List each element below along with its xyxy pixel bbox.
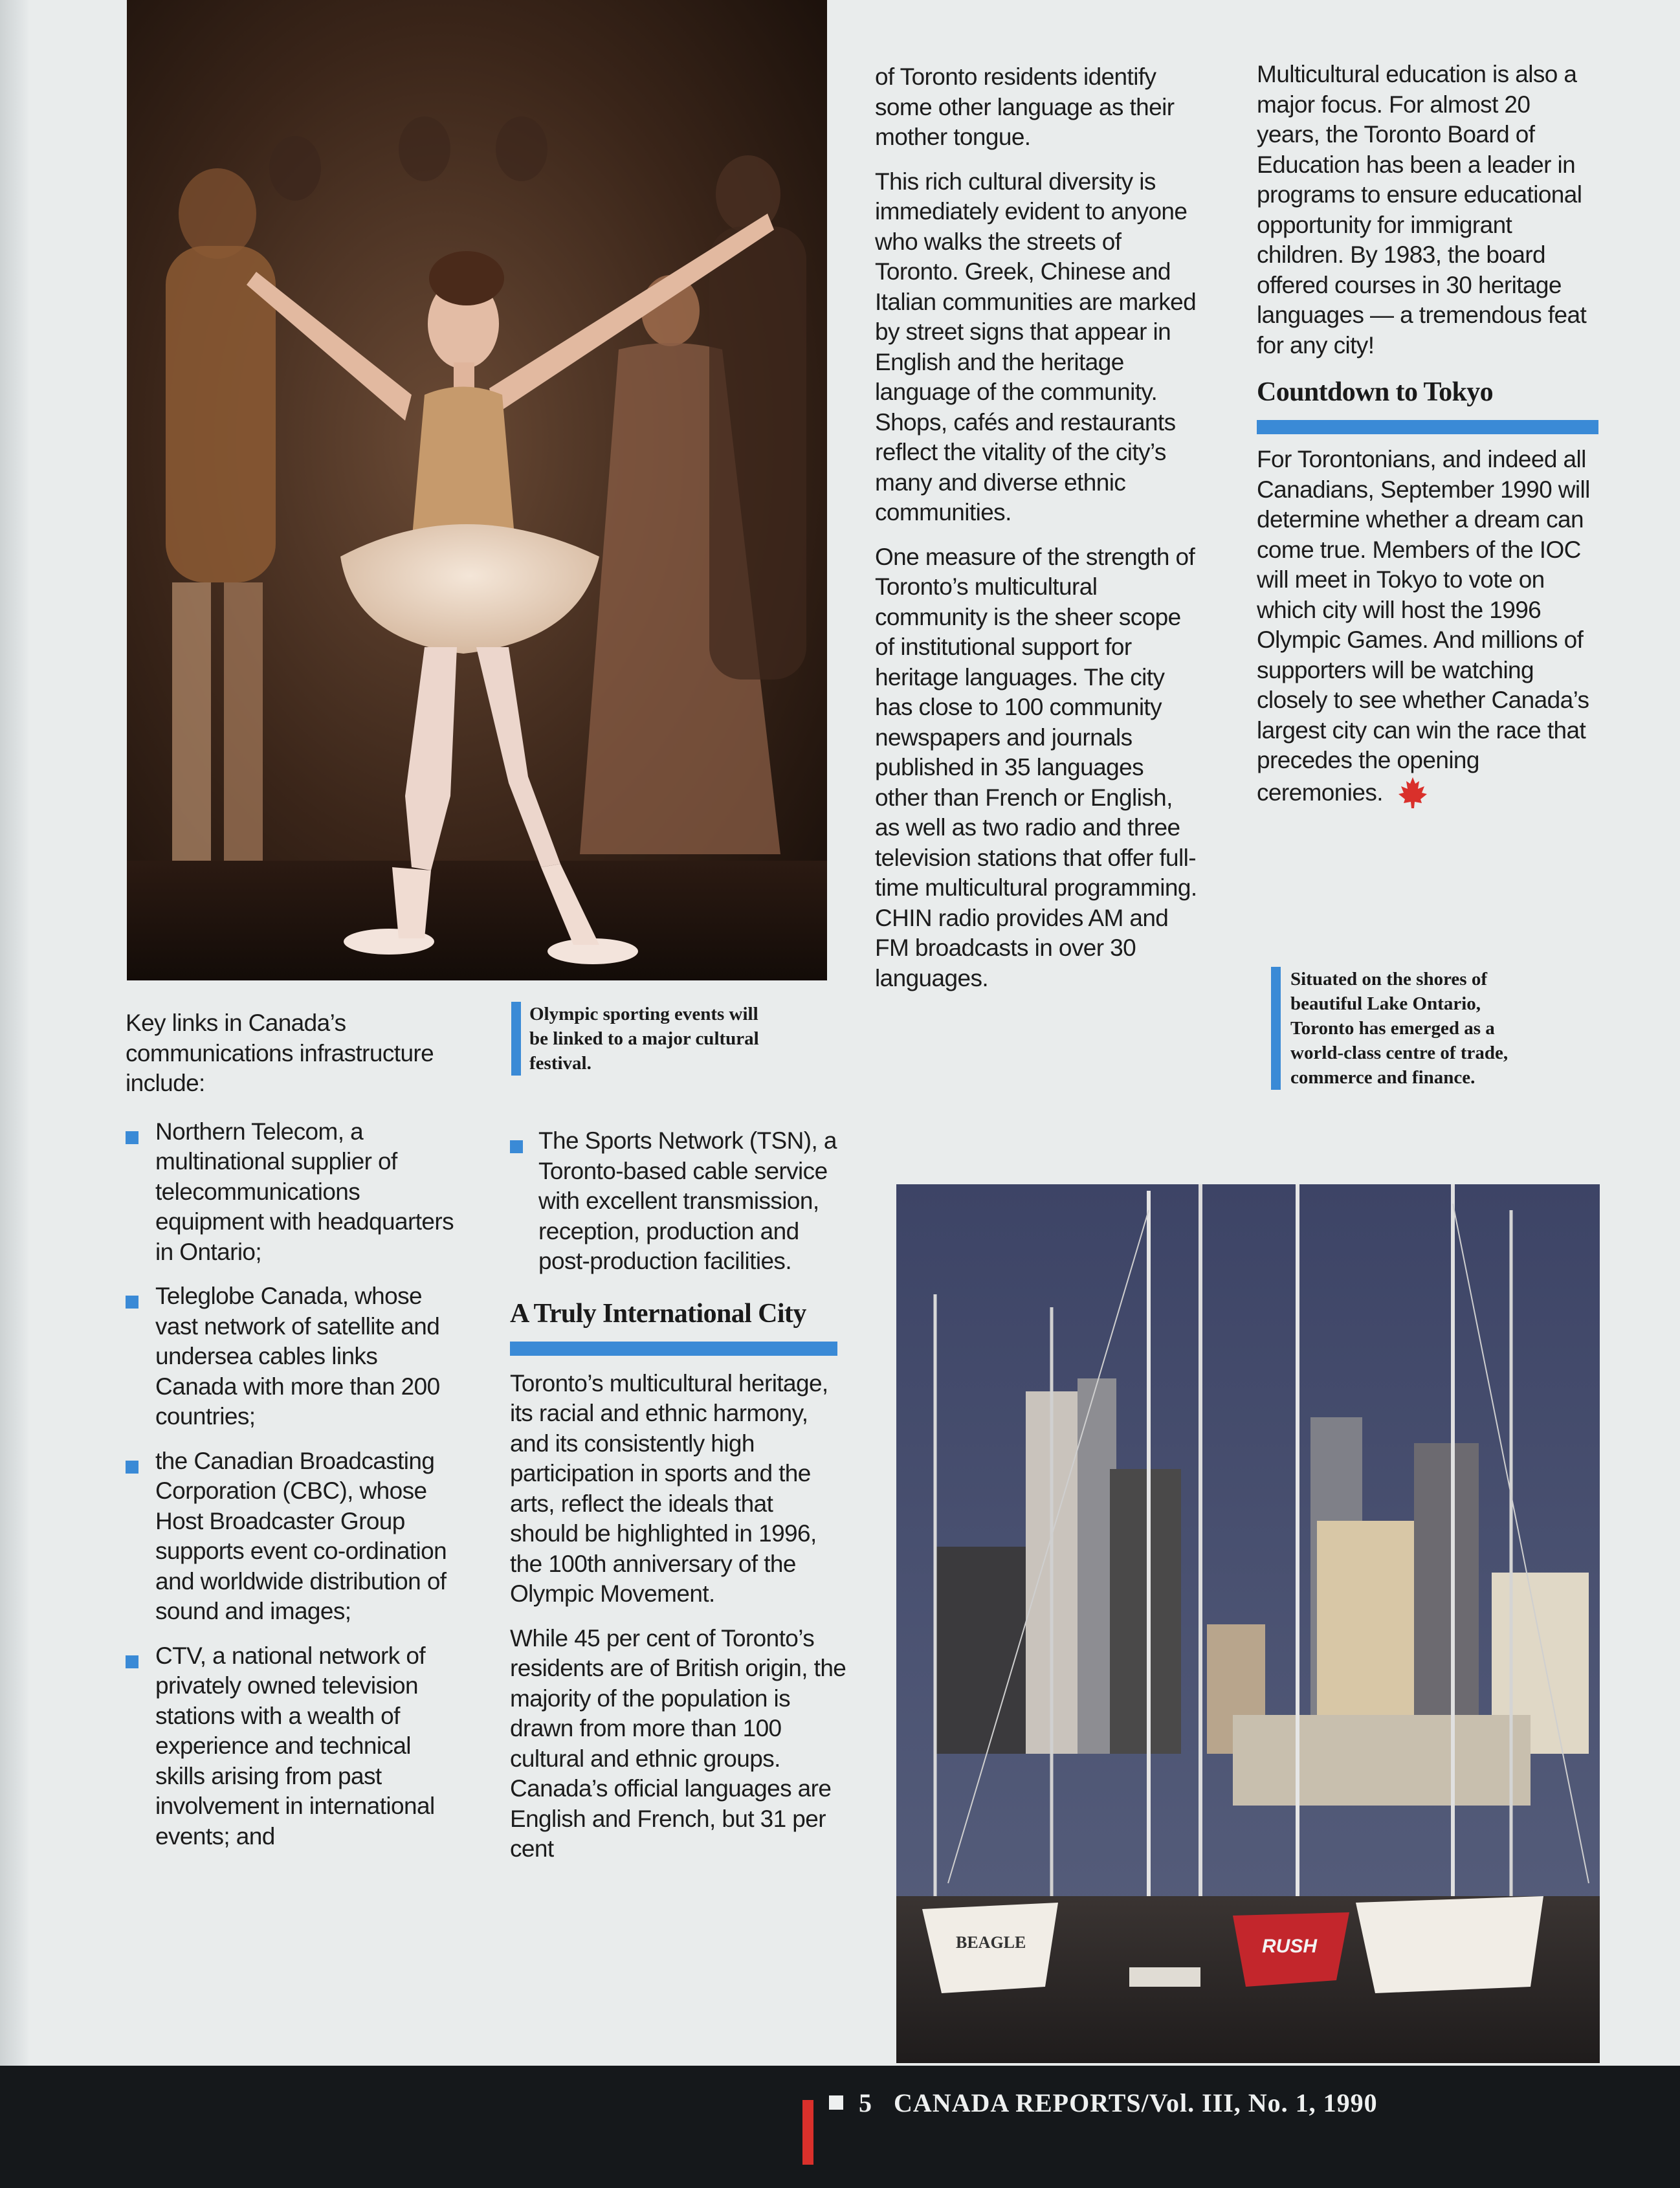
footer-text bbox=[859, 2085, 1378, 2121]
pull-quote-olympic bbox=[511, 1002, 775, 1076]
harbour-photo-image bbox=[896, 1184, 1600, 2063]
center-paragraph-1: Toronto’s multicultural heritage, its racial and ethnic harmony, and its consistently high participation in sports and the arts, reflect the ideals that should be highlighted in 1996, the 100th anniversary of the Olympic Movement. bbox=[510, 1369, 828, 1607]
infrastructure-list bbox=[126, 1117, 462, 1852]
list-item-text: Teleglobe Canada, whose vast network of satellite and undersea cables links Canada with more than 200 countries; bbox=[155, 1283, 440, 1430]
bullet-square-icon bbox=[126, 1655, 138, 1668]
heading-rule bbox=[510, 1342, 837, 1356]
harbour-photo bbox=[896, 1184, 1600, 2063]
list-item bbox=[126, 1281, 462, 1432]
countdown-body: For Torontonians, and indeed all Canadians, September 1990 will determine whether a dream can come true. Members of the IOC will meet in Tokyo to vote on which city will host the 1996 Olympic Games. And millions of supporters will be watching closely to see whether Canada’s largest city can win the race that precedes the opening ceremonies. bbox=[1257, 446, 1590, 806]
boat-name-beagle: BEAGLE bbox=[956, 1933, 1026, 1952]
bullet-square-icon bbox=[126, 1131, 138, 1144]
middle-paragraph-1: of Toronto residents identify some other language as their mother tongue. bbox=[875, 63, 1175, 150]
left-column bbox=[126, 1008, 462, 1866]
list-item-text: the Canadian Broadcasting Corporation (CBC), whose Host Broadcaster Group supports event co-ordination and worldwide distribution of sound and images; bbox=[155, 1447, 447, 1624]
page-number: 5 bbox=[859, 2088, 872, 2117]
list-item-text: Northern Telecom, a multinational supplier of telecommunications equipment with headquarters in Ontario; bbox=[155, 1118, 454, 1265]
list-item-text: The Sports Network (TSN), a Toronto-based cable service with excellent transmission, reception, production and post-production facilities. bbox=[538, 1127, 837, 1274]
list-item-text: CTV, a national network of privately owned television stations with a wealth of experience and technical skills arising from past involvement in international events; and bbox=[155, 1642, 435, 1850]
list-item bbox=[126, 1641, 462, 1852]
bullet-square-icon bbox=[126, 1296, 138, 1309]
pull-quote-bar bbox=[1271, 967, 1281, 1090]
page-gutter bbox=[0, 0, 30, 2188]
left-intro: Key links in Canada’s communications infrastructure include: bbox=[126, 1010, 434, 1096]
boat-name-rush: RUSH bbox=[1262, 1936, 1318, 1957]
section-heading-countdown: Countdown to Tokyo bbox=[1257, 377, 1494, 407]
bullet-square-icon bbox=[510, 1140, 523, 1153]
middle-column bbox=[875, 62, 1199, 1008]
section-heading-international: A Truly International City bbox=[510, 1298, 806, 1329]
publication-title: CANADA REPORTS/Vol. III, No. 1, 1990 bbox=[894, 2088, 1378, 2117]
footer-red-bar bbox=[802, 2100, 813, 2165]
sports-network-list bbox=[510, 1126, 846, 1277]
pull-quote-ontario-text: Situated on the shores of beautiful Lake Ontario, Toronto has emerged as a world-class centre of trade, commerce and finance. bbox=[1290, 969, 1509, 1088]
maple-leaf-icon bbox=[1397, 776, 1428, 810]
heading-rule bbox=[1257, 420, 1598, 434]
center-column bbox=[510, 1126, 846, 1879]
middle-paragraph-3: One measure of the strength of Toronto’s multicultural community is the sheer scope of institutional support for heritage languages. The city has close to 100 community newspapers and journals published in 35 languages other than French or English, as well as two radio and three television stations that offer full-time multicultural programming. CHIN radio provides AM and FM broadcasts in over 30 languages. bbox=[875, 543, 1197, 991]
pull-quote-olympic-text: Olympic sporting events will be linked to a major cultural festival. bbox=[529, 1004, 759, 1074]
right-paragraph-2 bbox=[1257, 445, 1598, 810]
footer-square-icon bbox=[829, 2095, 843, 2110]
pull-quote-bar bbox=[511, 1002, 521, 1076]
list-item bbox=[126, 1446, 462, 1627]
pull-quote-ontario bbox=[1271, 967, 1530, 1090]
center-paragraph-2: While 45 per cent of Toronto’s residents are of British origin, the majority of the population is drawn from more than 100 cultural and ethnic groups. Canada’s official languages are English and French, but 31 per cent bbox=[510, 1624, 846, 1862]
page-footer bbox=[0, 2066, 1680, 2188]
right-column bbox=[1257, 60, 1598, 824]
middle-paragraph-2: This rich cultural diversity is immediately evident to anyone who walks the streets of Toronto. Greek, Chinese and Italian communities are marked by street signs that appear in English and the heritage language of the community. Shops, cafés and restaurants reflect the vitality of the city’s many and diverse ethnic communities. bbox=[875, 168, 1197, 525]
ballet-photo-image bbox=[127, 0, 827, 980]
list-item bbox=[126, 1117, 462, 1268]
ballet-photo bbox=[127, 0, 827, 980]
right-paragraph-1: Multicultural education is also a major focus. For almost 20 years, the Toronto Board of Education has been a leader in programs to ensure educational opportunity for immigrant children. By 1983, the board offered courses in 30 heritage languages — a tremendous feat for any city! bbox=[1257, 61, 1587, 359]
bullet-square-icon bbox=[126, 1461, 138, 1474]
list-item bbox=[510, 1126, 846, 1277]
